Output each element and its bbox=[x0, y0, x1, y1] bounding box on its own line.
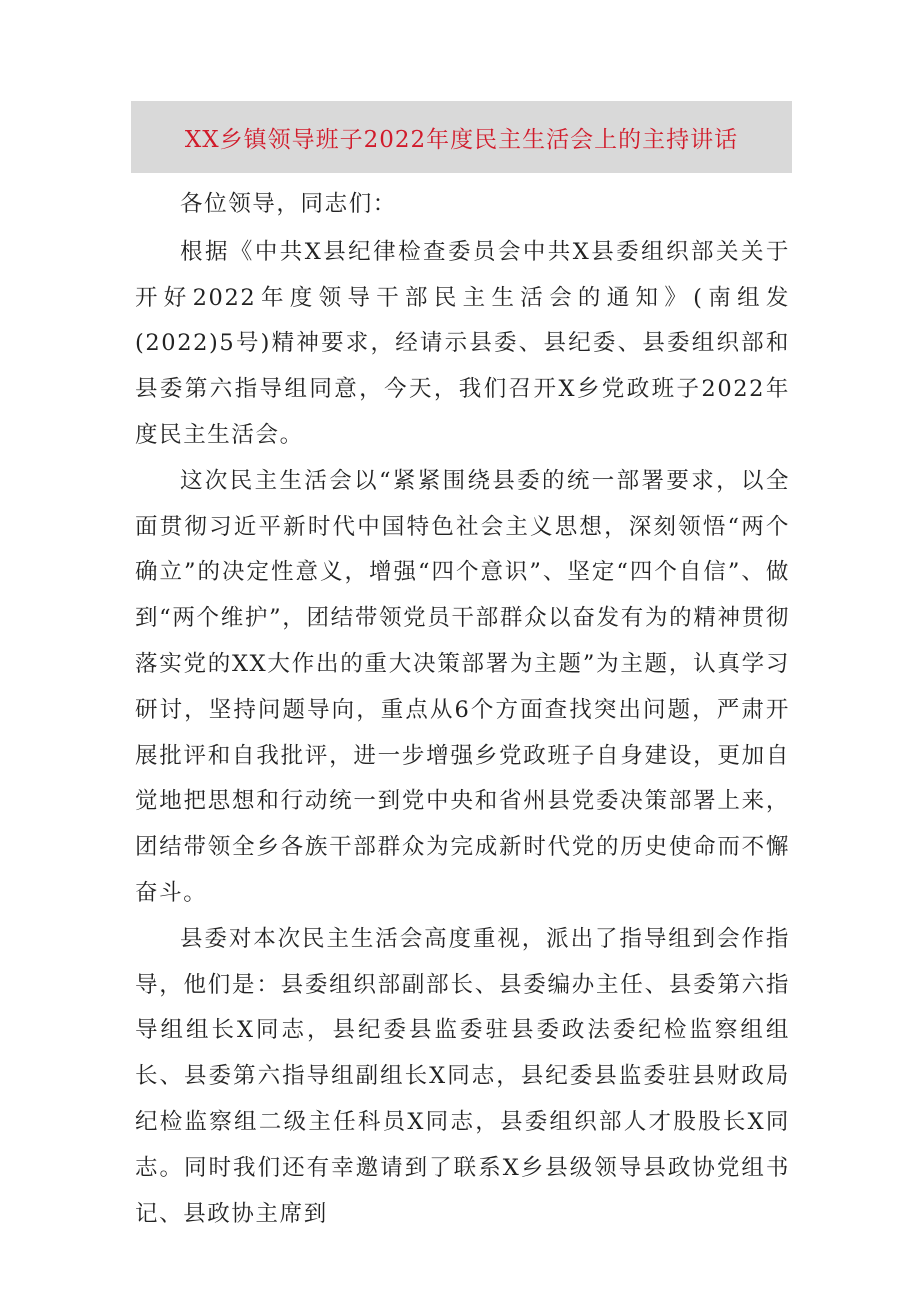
paragraph-guidance-group: 县委对本次民主生活会高度重视，派出了指导组到会作指导，他们是：县委组织部副部长、县委编办主任、县委第六指导组组长X同志，县纪委县监委驻县委政法委纪检监察组组长、县委第六指导组副组长X同志，县纪委县监委驻县财政局纪检监察组二级主任科员X同志，县委组织部人才股股长X同志。同时我们还有幸邀请到了联系X乡县级领导县政协党组书记、县政协主席到 bbox=[135, 925, 790, 1227]
title-banner bbox=[131, 101, 792, 173]
document-body bbox=[135, 182, 790, 1237]
paragraph-notice: 根据《中共X县纪律检查委员会中共X县委组织部关关于开好2022年度领导干部民主生活会的通知》(南组发(2022)5号)精神要求，经请示县委、县纪委、县委组织部和县委第六指导组同意，今天，我们召开X乡党政班子2022年度民主生活会。 bbox=[135, 238, 790, 448]
document-title: XX乡镇领导班子2022年度民主生活会上的主持讲话 bbox=[184, 126, 739, 153]
paragraph-theme: 这次民主生活会以“紧紧围绕县委的统一部署要求，以全面贯彻习近平新时代中国特色社会主义思想，深刻领悟“两个确立”的决定性意义，增强“四个意识”、坚定“四个自信”、做到“两个维护”，团结带领党员干部群众以奋发有为的精神贯彻落实党的XX大作出的重大决策部署为主题”为主题，认真学习研讨，坚持问题导向，重点从6个方面查找突出问题，严肃开展批评和自我批评，进一步增强乡党政班子自身建设，更加自觉地把思想和行动统一到党中央和省州县党委决策部署上来，团结带领全乡各族干部群众为完成新时代党的历史使命而不懈奋斗。 bbox=[135, 467, 790, 906]
greeting-line: 各位领导，同志们： bbox=[180, 191, 397, 217]
